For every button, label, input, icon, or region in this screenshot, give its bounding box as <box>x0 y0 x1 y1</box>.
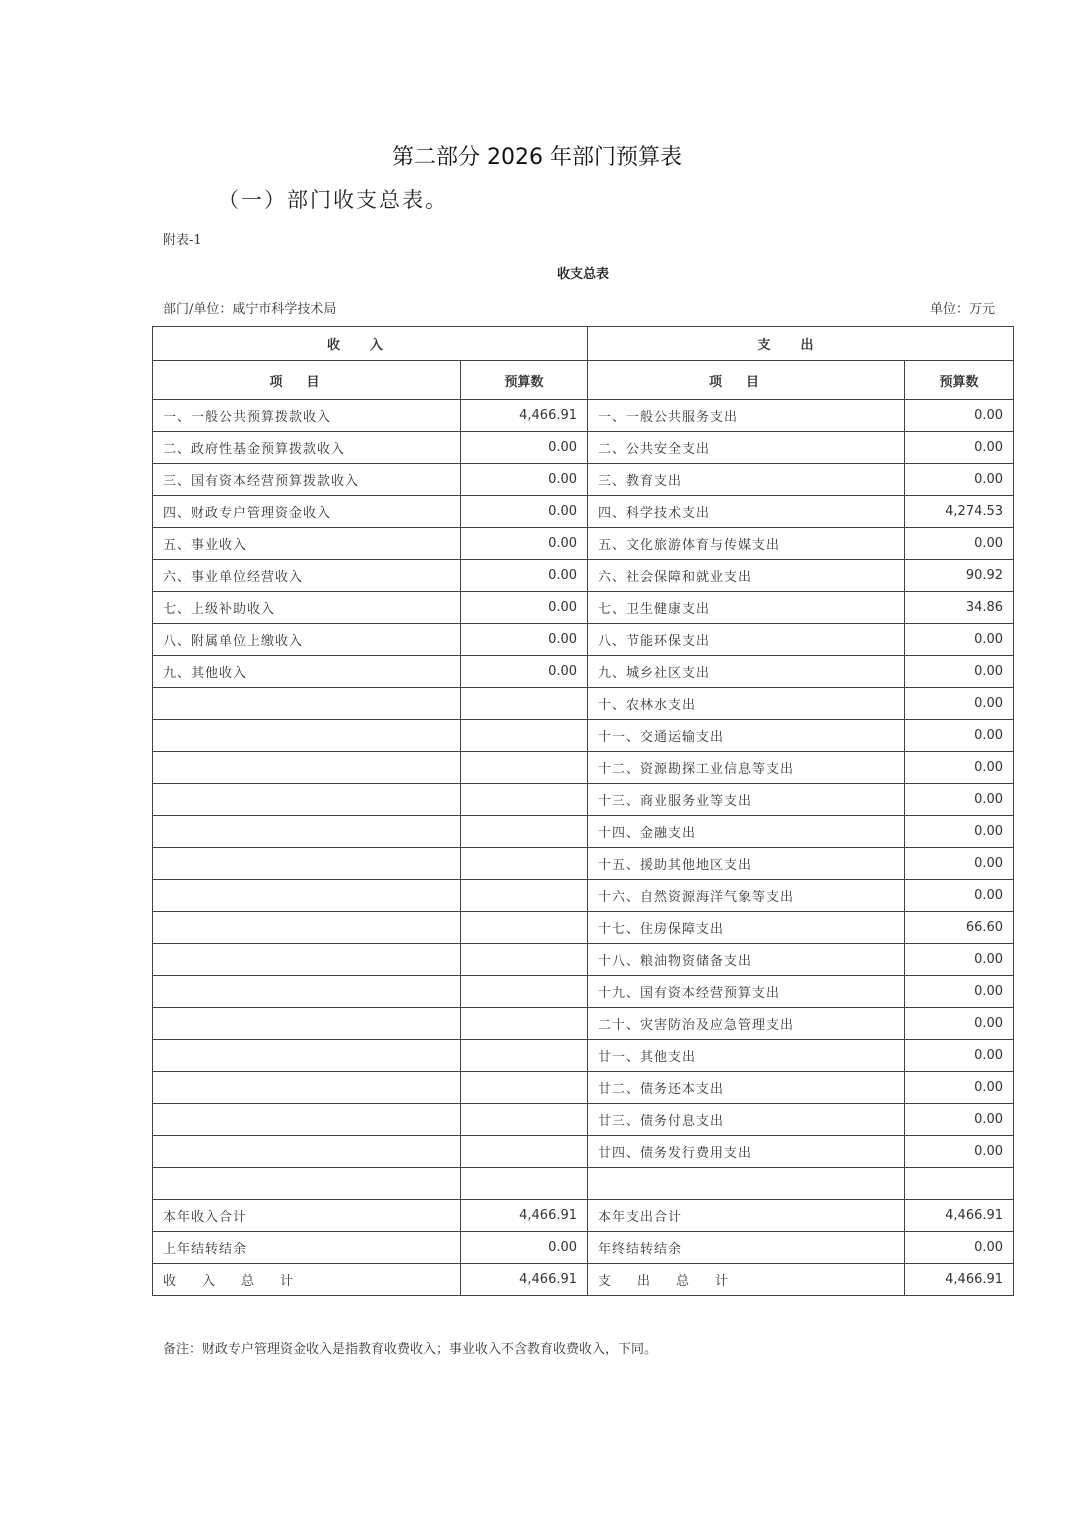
table-row <box>153 656 1014 688</box>
page-title: 第二部分 2026 年部门预算表 <box>392 145 682 170</box>
income-item <box>153 880 461 912</box>
income-amount <box>461 848 588 880</box>
income-item <box>153 1040 461 1072</box>
table-row <box>153 976 1014 1008</box>
table-row <box>153 944 1014 976</box>
expense-amount: 0.00 <box>905 976 1014 1008</box>
income-amount <box>461 752 588 784</box>
income-amount: 0.00 <box>461 496 588 528</box>
table-row <box>153 496 1014 528</box>
expense-amount: 0.00 <box>905 816 1014 848</box>
expense-item-header: 项目 <box>588 361 905 400</box>
income-amount <box>461 720 588 752</box>
income-item: 三、国有资本经营预算拨款收入 <box>153 464 461 496</box>
table-row <box>153 912 1014 944</box>
expense-amount: 0.00 <box>905 880 1014 912</box>
income-amount <box>461 784 588 816</box>
table-row <box>153 752 1014 784</box>
expense-item: 三、教育支出 <box>588 464 905 496</box>
expense-item: 十四、金融支出 <box>588 816 905 848</box>
income-amount: 0.00 <box>461 1232 588 1264</box>
expense-item: 十九、国有资本经营预算支出 <box>588 976 905 1008</box>
expense-amount: 0.00 <box>905 1104 1014 1136</box>
income-amount <box>461 880 588 912</box>
expense-item: 十六、自然资源海洋气象等支出 <box>588 880 905 912</box>
income-item <box>153 976 461 1008</box>
income-item: 四、财政专户管理资金收入 <box>153 496 461 528</box>
income-amount <box>461 976 588 1008</box>
income-item <box>153 752 461 784</box>
table-row <box>153 1040 1014 1072</box>
footnote: 备注：财政专户管理资金收入是指教育收费收入；事业收入不含教育收费收入，下同。 <box>163 1342 658 1357</box>
table-row <box>153 592 1014 624</box>
income-total-label: 收入总计 <box>153 1264 461 1296</box>
expense-item <box>588 1168 905 1200</box>
income-item <box>153 1168 461 1200</box>
expense-amount: 0.00 <box>905 1040 1014 1072</box>
table-row <box>153 720 1014 752</box>
expense-amount-header: 预算数 <box>905 361 1014 400</box>
expense-amount: 0.00 <box>905 944 1014 976</box>
grand-total-row <box>153 1264 1014 1296</box>
income-amount <box>461 1040 588 1072</box>
income-amount: 0.00 <box>461 592 588 624</box>
income-item <box>153 1072 461 1104</box>
table-title: 收支总表 <box>556 267 609 282</box>
expense-amount: 0.00 <box>905 784 1014 816</box>
income-amount: 0.00 <box>461 624 588 656</box>
income-item <box>153 1136 461 1168</box>
expense-item: 四、科学技术支出 <box>588 496 905 528</box>
table-row <box>153 624 1014 656</box>
income-item <box>153 720 461 752</box>
expense-amount: 0.00 <box>905 400 1014 432</box>
expense-amount: 34.86 <box>905 592 1014 624</box>
expense-amount: 0.00 <box>905 1136 1014 1168</box>
expense-amount: 0.00 <box>905 688 1014 720</box>
expense-amount: 90.92 <box>905 560 1014 592</box>
income-item <box>153 784 461 816</box>
expense-item: 年终结转结余 <box>588 1232 905 1264</box>
expense-header: 支出 <box>588 327 1014 361</box>
expense-item: 六、社会保障和就业支出 <box>588 560 905 592</box>
expense-item: 十一、交通运输支出 <box>588 720 905 752</box>
income-amount <box>461 944 588 976</box>
expense-amount: 4,274.53 <box>905 496 1014 528</box>
expense-item: 十八、粮油物资储备支出 <box>588 944 905 976</box>
expense-amount: 0.00 <box>905 464 1014 496</box>
expense-amount: 0.00 <box>905 1008 1014 1040</box>
income-item <box>153 816 461 848</box>
table-row <box>153 1168 1014 1200</box>
income-item <box>153 944 461 976</box>
department-label: 部门/单位：咸宁市科学技术局 <box>163 302 337 317</box>
expense-item: 十二、资源勘探工业信息等支出 <box>588 752 905 784</box>
expense-item: 七、卫生健康支出 <box>588 592 905 624</box>
income-item <box>153 688 461 720</box>
income-amount <box>461 1136 588 1168</box>
income-item-header: 项目 <box>153 361 461 400</box>
expense-total-label: 支出总计 <box>588 1264 905 1296</box>
expense-item: 十三、商业服务业等支出 <box>588 784 905 816</box>
table-header-row <box>153 327 1014 361</box>
expense-item: 廿一、其他支出 <box>588 1040 905 1072</box>
expense-item: 一、一般公共服务支出 <box>588 400 905 432</box>
table-row <box>153 528 1014 560</box>
income-amount: 0.00 <box>461 656 588 688</box>
income-amount <box>461 1008 588 1040</box>
income-item: 一、一般公共预算拨款收入 <box>153 400 461 432</box>
income-item <box>153 1104 461 1136</box>
expense-item: 廿四、债务发行费用支出 <box>588 1136 905 1168</box>
table-row <box>153 848 1014 880</box>
income-item: 八、附属单位上缴收入 <box>153 624 461 656</box>
table-row <box>153 880 1014 912</box>
income-total-amount: 4,466.91 <box>461 1264 588 1296</box>
appendix-label: 附表-1 <box>163 233 202 248</box>
section-subtitle: （一）部门收支总表。 <box>218 188 448 212</box>
table-row <box>153 1104 1014 1136</box>
income-amount: 0.00 <box>461 432 588 464</box>
income-item <box>153 912 461 944</box>
expense-item: 二、公共安全支出 <box>588 432 905 464</box>
income-amount <box>461 1168 588 1200</box>
income-amount: 4,466.91 <box>461 1200 588 1232</box>
expense-amount: 0.00 <box>905 432 1014 464</box>
expense-amount <box>905 1168 1014 1200</box>
income-amount <box>461 1072 588 1104</box>
expense-amount: 0.00 <box>905 848 1014 880</box>
expense-item: 五、文化旅游体育与传媒支出 <box>588 528 905 560</box>
table-row <box>153 432 1014 464</box>
income-item <box>153 1008 461 1040</box>
income-item: 上年结转结余 <box>153 1232 461 1264</box>
expense-amount: 0.00 <box>905 1072 1014 1104</box>
expense-amount: 0.00 <box>905 720 1014 752</box>
table-row <box>153 1072 1014 1104</box>
income-item <box>153 848 461 880</box>
table-row <box>153 1008 1014 1040</box>
income-item: 二、政府性基金预算拨款收入 <box>153 432 461 464</box>
expense-item: 廿二、债务还本支出 <box>588 1072 905 1104</box>
income-amount <box>461 688 588 720</box>
table-row <box>153 560 1014 592</box>
unit-label: 单位：万元 <box>930 302 996 317</box>
expense-amount: 66.60 <box>905 912 1014 944</box>
income-item: 五、事业收入 <box>153 528 461 560</box>
table-row <box>153 464 1014 496</box>
income-amount: 0.00 <box>461 560 588 592</box>
income-amount <box>461 912 588 944</box>
expense-total-amount: 4,466.91 <box>905 1264 1014 1296</box>
income-item: 六、事业单位经营收入 <box>153 560 461 592</box>
income-amount: 4,466.91 <box>461 400 588 432</box>
table-row <box>153 1136 1014 1168</box>
table-row <box>153 400 1014 432</box>
budget-table <box>152 326 1014 1296</box>
expense-item: 二十、灾害防治及应急管理支出 <box>588 1008 905 1040</box>
expense-amount: 0.00 <box>905 624 1014 656</box>
table-row <box>153 784 1014 816</box>
income-amount <box>461 1104 588 1136</box>
expense-item: 九、城乡社区支出 <box>588 656 905 688</box>
table-row <box>153 1232 1014 1264</box>
expense-amount: 0.00 <box>905 528 1014 560</box>
income-amount <box>461 816 588 848</box>
table-subheader-row <box>153 361 1014 400</box>
expense-item: 本年支出合计 <box>588 1200 905 1232</box>
table-row <box>153 1200 1014 1232</box>
income-item: 七、上级补助收入 <box>153 592 461 624</box>
income-item: 本年收入合计 <box>153 1200 461 1232</box>
expense-item: 廿三、债务付息支出 <box>588 1104 905 1136</box>
income-amount-header: 预算数 <box>461 361 588 400</box>
expense-amount: 4,466.91 <box>905 1200 1014 1232</box>
expense-item: 十五、援助其他地区支出 <box>588 848 905 880</box>
expense-item: 八、节能环保支出 <box>588 624 905 656</box>
table-row <box>153 688 1014 720</box>
table-row <box>153 816 1014 848</box>
income-item: 九、其他收入 <box>153 656 461 688</box>
expense-amount: 0.00 <box>905 656 1014 688</box>
income-amount: 0.00 <box>461 464 588 496</box>
expense-amount: 0.00 <box>905 752 1014 784</box>
income-amount: 0.00 <box>461 528 588 560</box>
expense-item: 十、农林水支出 <box>588 688 905 720</box>
expense-amount: 0.00 <box>905 1232 1014 1264</box>
expense-item: 十七、住房保障支出 <box>588 912 905 944</box>
income-header: 收入 <box>153 327 588 361</box>
